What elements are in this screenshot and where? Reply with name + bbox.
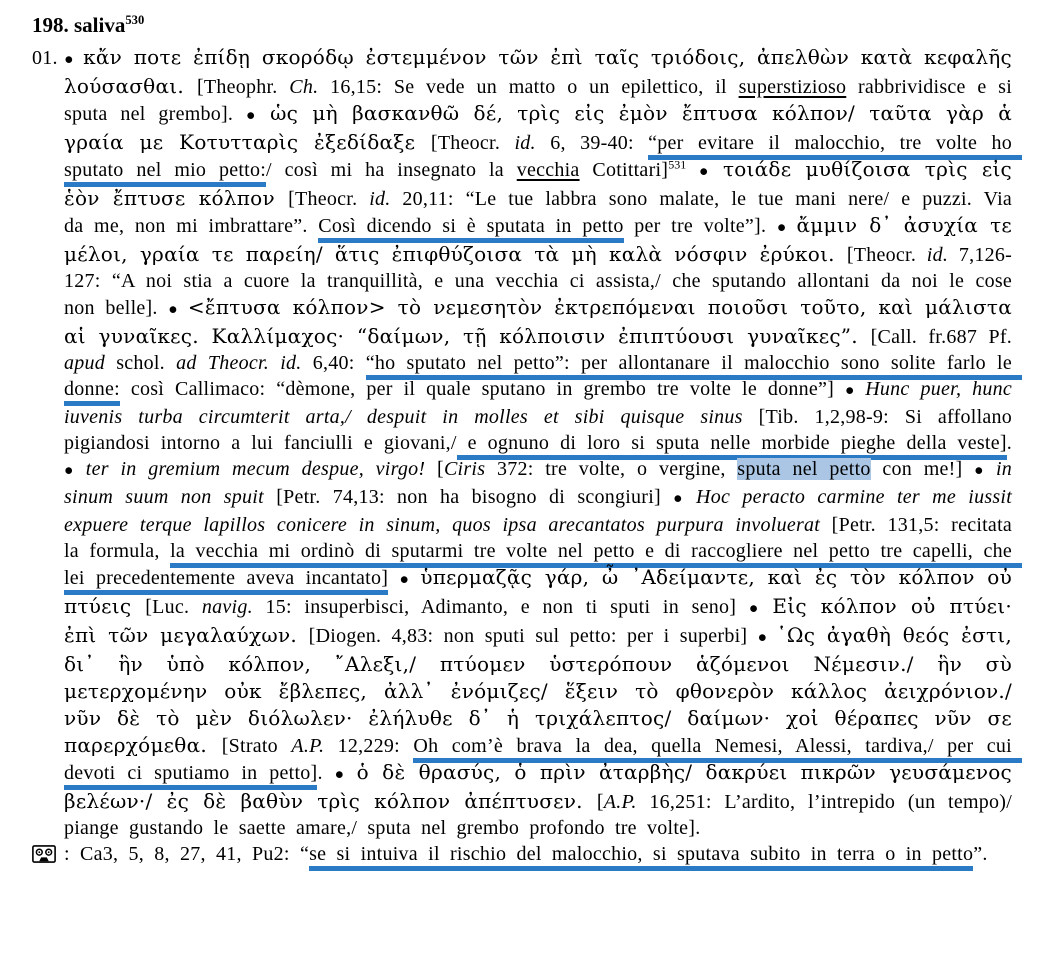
italic-quote: ad Theocr.	[176, 352, 270, 374]
text-run: rabbrividisce e si sputa nel grembo].	[64, 76, 1023, 125]
text-run: ὑπερμαζᾷς γάρ, ὦ ᾿Αδείμαντε, καὶ ἐς τὸν κόλπον οὐ πτύεις	[64, 565, 1024, 618]
text-run: Cotittari]	[579, 159, 669, 181]
cassette-icon	[32, 845, 56, 863]
text-run: [Petr. 74,13: non ha bisogno di scongiuri]	[276, 486, 674, 508]
entry-number-label: 01.	[32, 47, 58, 69]
text-run: 16,15: Se vede un matto o un epilettico, il	[318, 76, 739, 98]
text-run: ἄμμιν δ᾽ ἀσυχία τε μέλοι, γραία τε παρείη/ ἅτις ἐπιφθύζοισα τὰ μὴ καλὰ νόσφιν ἐρύκοι.	[64, 213, 1024, 266]
highlighted-text: sputa nel petto	[737, 458, 871, 480]
text-run	[388, 567, 399, 589]
oral-sources-entry	[32, 841, 1012, 867]
text-run: 372: tre volte, o vergine,	[485, 458, 738, 480]
italic-quote: Hoc peracto carmine ter me iussit expuere terque lapillos conicere in sinum, quos ipsa arecantatos purpura involuerat	[64, 486, 1023, 536]
text-run: [Tib. 1,2,98-9: Si affollano pigiandosi intorno a lui fanciulli e giovani,/	[64, 406, 1023, 454]
bullet-separator: ●	[64, 462, 86, 479]
text-run: τοιάδε μυθίζοισα τρὶς εἰς ἑὸν ἔπτυσε κόλπον	[64, 157, 1024, 210]
text-run: [Strato	[221, 735, 292, 757]
entry-body	[64, 47, 1024, 839]
italic-quote: id.	[369, 188, 391, 210]
italic-quote: A.P.	[291, 735, 325, 757]
entry-heading	[32, 10, 1012, 40]
text-run: con me!]	[870, 458, 975, 480]
text-run: [Theophr.	[197, 76, 290, 98]
bullet-separator: ●	[673, 490, 696, 507]
text-run: [	[437, 458, 444, 480]
italic-quote: id.	[514, 132, 536, 154]
text-run: κἄν ποτε ἐπίδῃ σκορόδῳ ἐστεμμένον τῶν ἐπὶ ταῖς τριόδοις, ἀπελθὼν κατὰ κεφαλῆς λούσασθαι.	[64, 45, 1024, 98]
text-run: [Theocr.	[846, 244, 927, 266]
italic-quote: apud	[64, 352, 105, 374]
bullet-separator: ●	[748, 600, 773, 617]
text-run: 20,11: “Le tue labbra sono malate, le tue mani nere/ e puzzi. Via da me, non mi imbrattare”.	[64, 188, 1023, 237]
text-run	[686, 159, 699, 181]
text-run: <ἔπτυσα κόλπον> τὸ νεμεσητὸν ἐκτρεπόμεναι ποιοῦσι τοῦτο, καὶ μάλιστα αἱ γυναῖκες. Καλλίμαχος· “δαίμων, τῇ κόλποισιν ἐπιπτύουσι γυναῖκες”.	[64, 295, 1024, 348]
italic-quote: Ciris	[443, 458, 486, 480]
footnote-ref: 531	[668, 157, 687, 172]
text-run: Εἰς κόλπον οὐ πτύει· ἐπὶ τῶν μεγαλαύχων.	[64, 594, 1024, 647]
annotated-text: la vecchia mi ordinò di sputarmi tre volte nel petto e di raccogliere nel petto tre capelli, che lei precedentemente aveva incantato]	[64, 540, 1022, 595]
annotated-text: e ognuno di loro si sputa nelle morbide pieghe della veste]	[457, 432, 1007, 460]
annotated-text: Oh com’è brava la dea, quella Nemesi, Alessi, tardiva,/ per cui devoti ci sputiamo in petto]	[64, 735, 1022, 790]
text-run: ῾Ως ἀγαθὴ θεός ἐστι, δι᾽ ἣν ὑπὸ κόλπον, ῎Αλεξι,/ πτύομεν ὑστερόπουν ἁζόμενοι Νέμεσιν./ ἣν σὺ μετερχομένην οὐκ ἔβλεπες, ἀλλ᾽ ἐνόμιζες/ ἕξειν τὸ φθονερὸν κάλλος ἀειχρόνιον./ νῦν δὲ τὸ μὲν διόλωλεν· ἐλήλυθε δ᾽ ἡ τριχάλεπτος/ δαίμων· χοἰ θέραπες νῦν σε παρερχόμεθα.	[64, 623, 1024, 757]
text-run: 6, 39-40:	[535, 132, 649, 154]
annotated-text: “per evitare il malocchio, tre volte ho sputato nel mio petto:	[64, 132, 1022, 187]
text-run: [Petr. 131,5: recitata la formula,	[64, 514, 1023, 562]
underlined-term: vecchia	[516, 159, 580, 181]
italic-quote: A.P.	[603, 791, 637, 813]
bullet-separator: ●	[246, 107, 271, 124]
text-run: ὁ δὲ θρασύς, ὁ πρὶν ἀταρβὴς/ δακρύει πικρῶν γευσάμενος βελέων·/ ἐς δὲ βαθὺν τρὶς κόλπον ἀπέπτυσεν.	[64, 760, 1024, 813]
italic-quote: in sinum suum non spuit	[64, 458, 1023, 508]
text-run: [Call. fr.687 Pf.	[870, 326, 1023, 348]
bullet-separator: ●	[776, 219, 797, 236]
bullet-separator: ●	[399, 571, 421, 588]
bullet-separator: ●	[699, 163, 723, 180]
annotated-text: “ho sputato nel petto”: per allontanare il malocchio sono solite farlo le donne:	[64, 352, 1022, 406]
text-run: [Theocr.	[430, 132, 515, 154]
text-run: ὡς μὴ βασκανθῶ δέ, τρὶς εἰς ἐμὸν ἔπτυσα κόλπον/ ταῦτα γὰρ ἁ γραία με Κοτυτταρὶς ἐξεδίδαξε	[64, 101, 1024, 154]
underlined-term: superstizioso	[738, 76, 847, 98]
entry-heading-text: 198. saliva	[32, 13, 126, 37]
text-run: 12,229:	[324, 735, 414, 757]
text-run: così Callimaco: “dèmone, per il quale sputano in grembo tre volte le donne”]	[119, 378, 846, 400]
text-run: schol.	[105, 352, 177, 374]
bullet-separator: ●	[757, 629, 777, 646]
bullet-separator: ●	[168, 301, 188, 318]
italic-quote: id.	[926, 244, 949, 266]
text-run: 6,40:	[301, 352, 366, 374]
oral-sources-label	[32, 841, 64, 867]
bullet-separator: ●	[64, 51, 84, 68]
text-run: [Luc.	[145, 596, 202, 618]
text-run	[269, 352, 280, 374]
italic-quote: ter in gremium mecum despue, virgo!	[85, 458, 438, 480]
bullet-separator: ●	[974, 462, 996, 479]
italic-quote: Ch.	[289, 76, 319, 98]
text-run: .	[317, 762, 335, 784]
bullet-separator: ●	[845, 382, 866, 399]
italic-quote: id.	[280, 352, 302, 374]
text-run: 16,251: L’ardito, l’intrepido (un tempo)/ piange gustando le saette amare,/ sputa nel grembo profondo tre volte].	[64, 791, 1023, 839]
heading-footnote-ref: 530	[125, 13, 145, 27]
text-run: [Diogen. 4,83: non sputi sul petto: per i superbi]	[308, 625, 758, 647]
italic-quote: Hunc puer, hunc iuvenis turba circumterit arta,/ despuit in molles et sibi quisque sinus	[64, 378, 1023, 428]
entry-body	[64, 843, 988, 871]
dictionary-entry-01	[32, 44, 1024, 841]
text-run: [	[596, 791, 604, 813]
text-run: : Ca3, 5, 8, 27, 41, Pu2: “	[64, 843, 310, 865]
text-run: 15: insuperbisci, Adimanto, e non ti sputi in seno]	[252, 596, 749, 618]
text-run: per tre volte”].	[623, 215, 777, 237]
text-run: 7,126-127: “A noi stia a cuore la tranquillità, e una vecchia ci assista,/ che sputando allontani da noi le cose non belle].	[64, 244, 1023, 319]
text-run: [Theocr.	[288, 188, 370, 210]
text-run: ”.	[973, 843, 988, 865]
italic-quote: navig.	[201, 596, 253, 618]
text-run: .	[1006, 432, 1023, 454]
text-run: / così mi ha insegnato la	[266, 159, 517, 181]
bullet-separator: ●	[334, 766, 357, 783]
annotated-text: se si intuiva il rischio del malocchio, si sputava subito in terra o in petto	[309, 843, 973, 871]
annotated-text: Così dicendo si è sputata in petto	[318, 215, 623, 243]
